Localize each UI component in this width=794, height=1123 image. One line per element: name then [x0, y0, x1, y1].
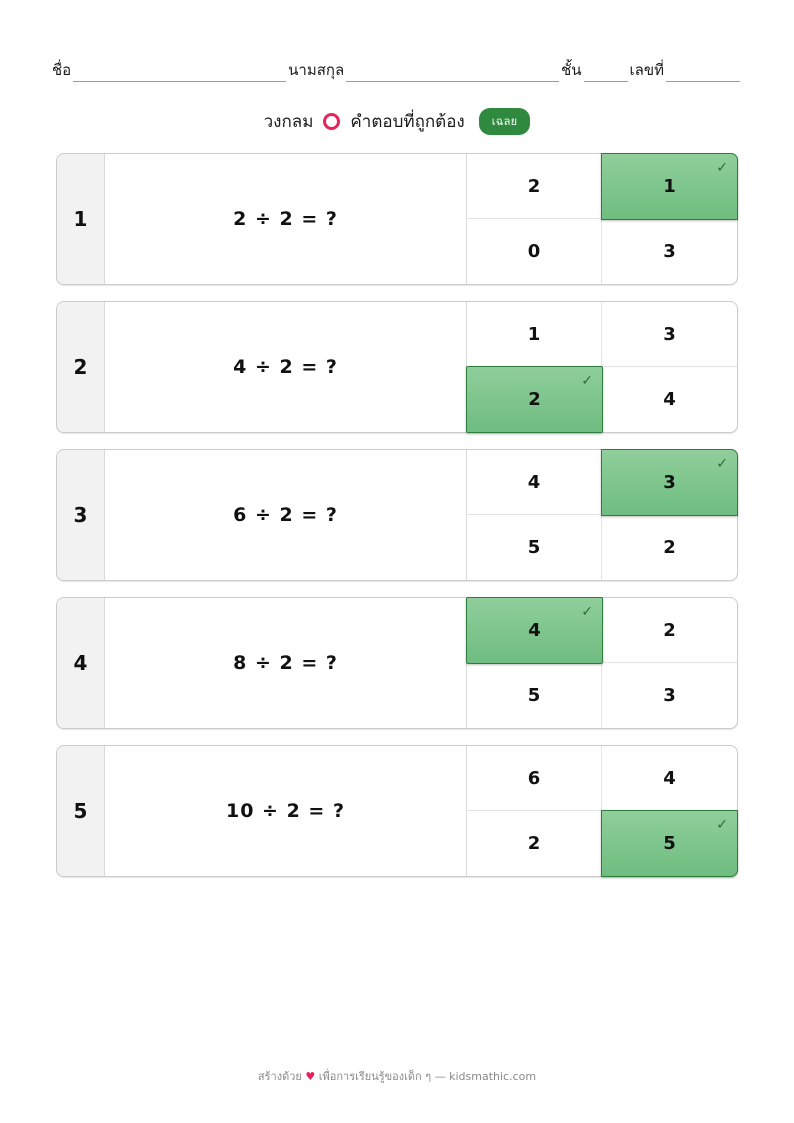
footer-text-before: สร้างด้วย — [257, 1070, 302, 1083]
choice-grid — [467, 450, 737, 580]
question-text: 10 ÷ 2 = ? — [105, 746, 467, 876]
question-number: 5 — [57, 746, 105, 876]
choice-option-correct[interactable] — [601, 810, 738, 877]
choice-option[interactable]: 0 — [467, 219, 602, 284]
choice-label: 5 — [663, 833, 676, 854]
footer — [0, 1067, 794, 1085]
choice-option[interactable]: 4 — [467, 450, 602, 515]
question-card — [56, 745, 738, 877]
choice-option[interactable]: 6 — [467, 746, 602, 811]
question-number: 2 — [57, 302, 105, 432]
question-card — [56, 449, 738, 581]
choice-option[interactable]: 2 — [663, 537, 676, 558]
surname-blank-line — [346, 68, 559, 82]
question-number: 1 — [57, 154, 105, 284]
question-card — [56, 301, 738, 433]
choice-option[interactable]: 3 — [602, 302, 737, 367]
choice-grid — [467, 746, 737, 876]
choice-option[interactable]: 5 — [467, 515, 602, 580]
choice-grid — [467, 598, 737, 728]
check-icon: ✓ — [581, 373, 593, 389]
check-icon: ✓ — [716, 817, 728, 833]
choice-option-correct[interactable] — [601, 153, 738, 220]
choice-option-correct[interactable] — [601, 449, 738, 516]
question-list — [0, 135, 794, 877]
number-label: เลขที่ — [629, 61, 665, 79]
instruction-text-after: คำตอบที่ถูกต้อง — [350, 112, 465, 132]
heart-icon: ♥ — [305, 1070, 316, 1083]
choice-grid — [467, 302, 737, 432]
choice-option-correct[interactable] — [466, 597, 603, 664]
class-blank-line — [584, 68, 628, 82]
choice-label: 2 — [528, 389, 541, 410]
question-text: 8 ÷ 2 = ? — [105, 598, 467, 728]
question-number: 4 — [57, 598, 105, 728]
footer-text-after: เพื่อการเรียนรู้ของเด็ก ๆ — kidsmathic.com — [318, 1070, 537, 1083]
instruction-row — [0, 108, 794, 135]
question-card — [56, 597, 738, 729]
name-blank-line — [73, 68, 286, 82]
class-label: ชั้น — [561, 61, 582, 79]
choice-label: 1 — [663, 176, 676, 197]
number-blank-line — [666, 68, 740, 82]
question-text: 6 ÷ 2 = ? — [105, 450, 467, 580]
choice-option[interactable]: 2 — [467, 154, 602, 219]
choice-option[interactable]: 4 — [663, 389, 676, 410]
choice-option[interactable]: 1 — [467, 302, 602, 367]
check-icon: ✓ — [716, 160, 728, 176]
choice-option[interactable]: 3 — [663, 241, 676, 262]
answer-key-badge: เฉลย — [479, 108, 531, 135]
question-text: 2 ÷ 2 = ? — [105, 154, 467, 284]
circle-outline-icon — [323, 113, 340, 130]
question-number: 3 — [57, 450, 105, 580]
choice-option[interactable]: 4 — [602, 746, 737, 811]
choice-option[interactable]: 2 — [467, 811, 602, 876]
choice-option[interactable]: 3 — [663, 685, 676, 706]
choice-option[interactable]: 5 — [467, 663, 602, 728]
choice-option[interactable]: 2 — [602, 598, 737, 663]
name-label: ชื่อ — [52, 61, 72, 79]
student-info-row — [0, 0, 794, 82]
choice-option-correct[interactable] — [466, 366, 603, 433]
check-icon: ✓ — [716, 456, 728, 472]
question-card — [56, 153, 738, 285]
choice-label: 3 — [663, 472, 676, 493]
surname-label: นามสกุล — [288, 61, 345, 79]
instruction-text-before: วงกลม — [263, 112, 314, 132]
choice-label: 4 — [528, 620, 541, 641]
check-icon: ✓ — [581, 604, 593, 620]
choice-grid — [467, 154, 737, 284]
question-text: 4 ÷ 2 = ? — [105, 302, 467, 432]
